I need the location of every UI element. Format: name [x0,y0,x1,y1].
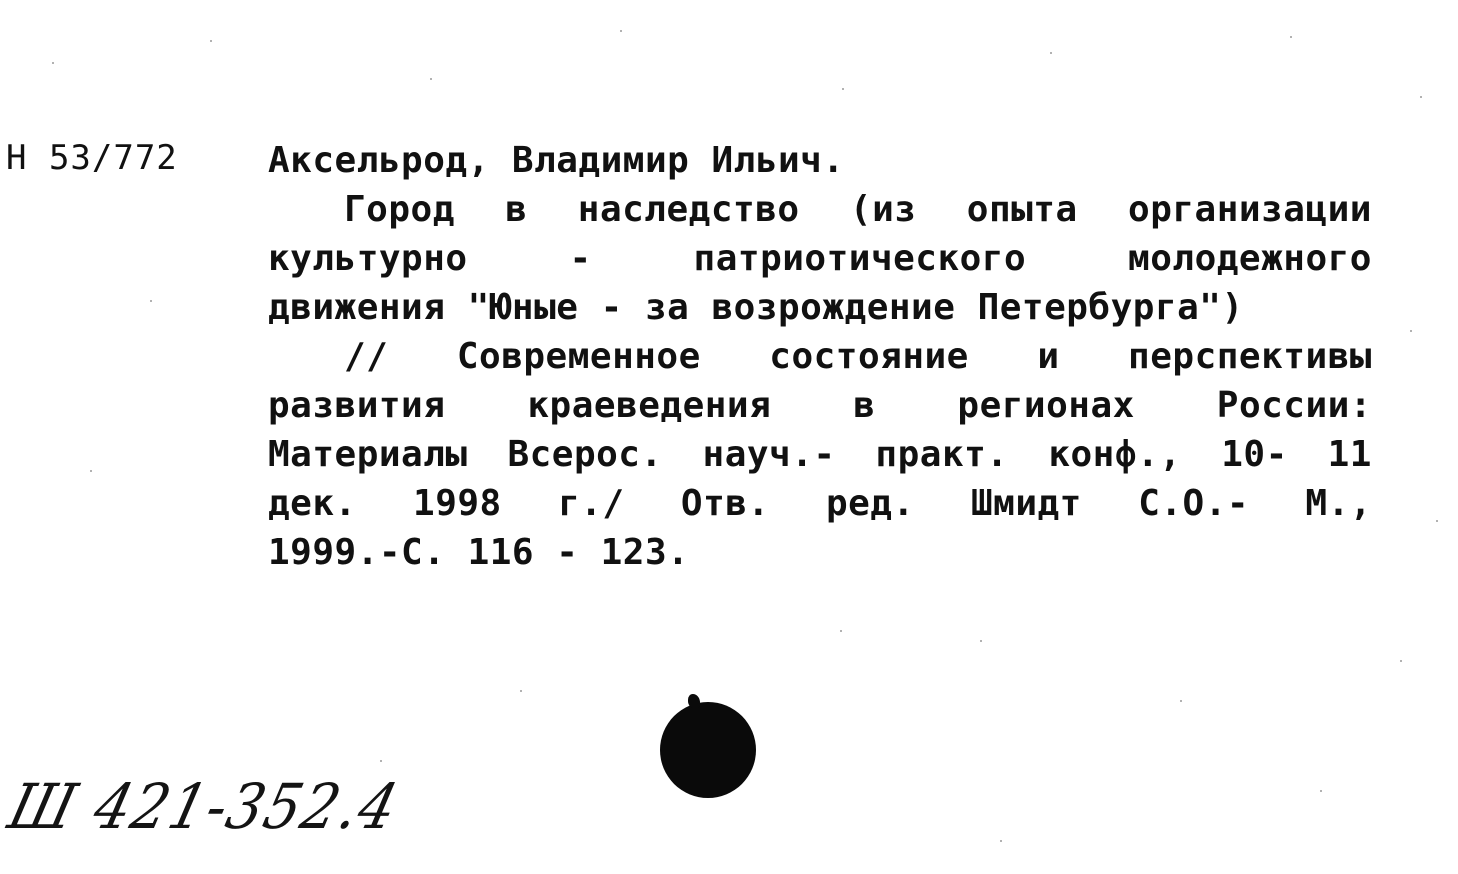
word: - [569,238,592,279]
word: дек. [268,483,357,524]
word: (из [849,189,917,230]
word: 11 [1327,434,1372,475]
word: России: [1216,385,1372,426]
word: конф., [1048,434,1182,475]
title-line: движения "Юные - за возрождение Петербурга") [268,287,1244,328]
word: науч.- [702,434,836,475]
word: ред. [825,483,915,524]
word: перспективы [1128,336,1372,377]
word: развития [268,385,446,426]
word: патриотического [693,238,1027,279]
source-line [268,381,1372,430]
word: и [1037,336,1060,377]
source-line: 1999.-С. 116 - 123. [268,532,690,573]
word: // [344,336,389,377]
word: Современное [456,336,701,377]
word: в [853,385,876,426]
word: Город [344,189,455,230]
source-line [268,479,1372,528]
source-line [268,430,1372,479]
word: 10- [1221,434,1288,475]
call-number: Н 53/772 [6,138,178,178]
word: практ. [875,434,1009,475]
word: Шмидт [970,483,1082,524]
word: молодежного [1128,238,1372,279]
word: в [505,189,528,230]
word: состояние [769,336,969,377]
punch-hole [660,702,756,798]
bibliographic-entry [268,136,1372,577]
word: г./ [558,483,625,524]
title-line [268,234,1372,283]
word: опыта [966,189,1078,230]
word: наследство [577,189,800,230]
title-line [268,185,1372,234]
word: краеведения [527,385,772,426]
word: 1998 [413,483,502,524]
handwritten-shelf-mark: Ш 421-352.4 [1,770,407,843]
word: Отв. [680,483,770,524]
word: М., [1305,483,1372,524]
word: культурно [268,238,468,279]
source-line [268,332,1372,381]
word: Материалы [268,434,468,475]
word: С.О.- [1138,483,1250,524]
word: регионах [957,385,1135,426]
word: организации [1128,189,1372,230]
word: Всерос. [507,434,663,475]
author-line: Аксельрод, Владимир Ильич. [268,140,845,181]
